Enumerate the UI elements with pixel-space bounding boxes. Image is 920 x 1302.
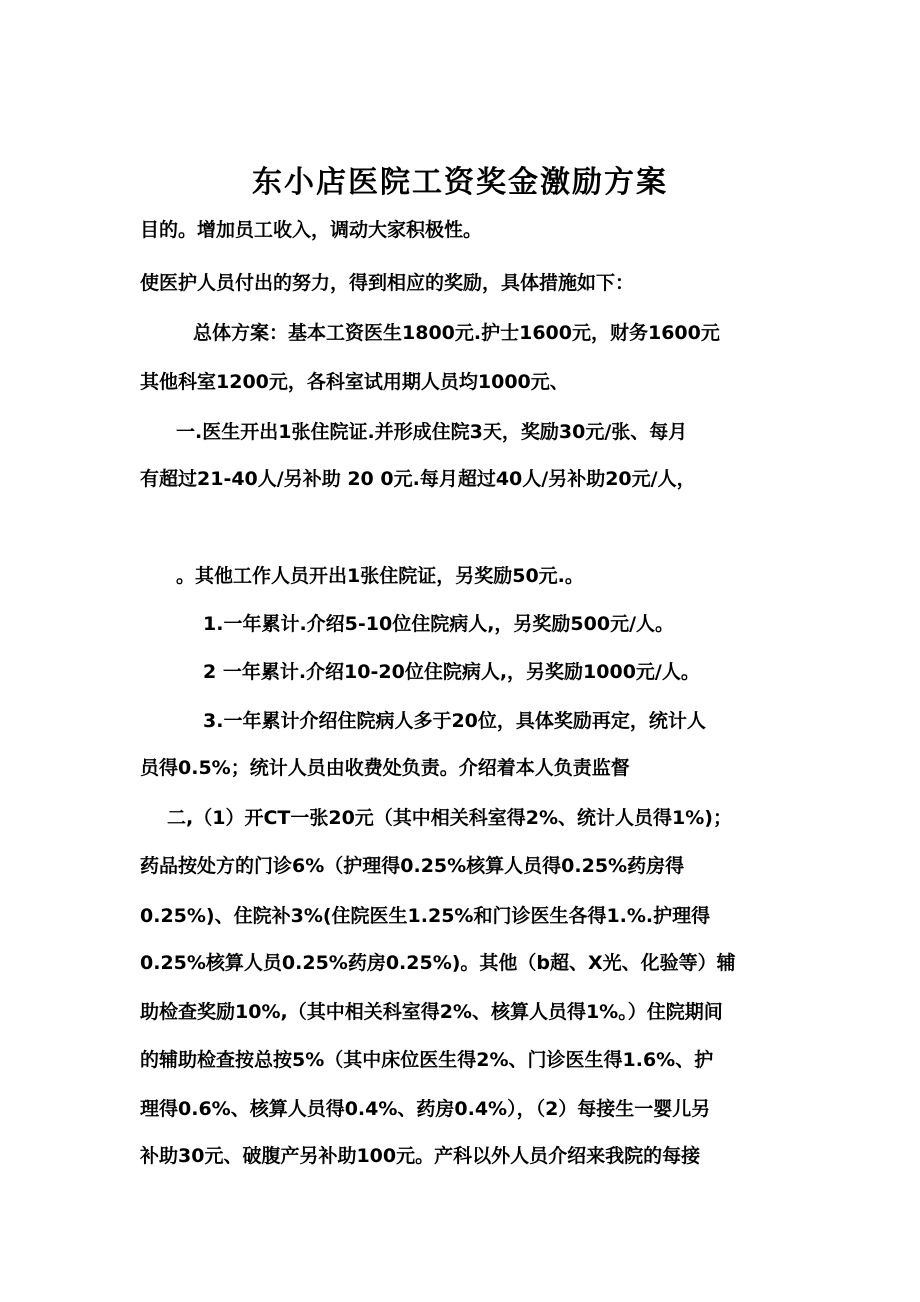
section-one-line-2: 有超过21-40人/另补助 20 0元.每月超过40人/另补助20元/人， xyxy=(140,468,696,490)
list-item-3: 3.一年累计介绍住院病人多于20位，具体奖励再定，统计人 xyxy=(203,710,706,732)
list-item-1: 1.一年累计.介绍5-10位住院病人,，另奖励500元/人。 xyxy=(203,613,675,635)
list-item-3-cont: 员得0.5%；统计人员由收费处负责。介绍着本人负责监督 xyxy=(140,757,630,779)
section-two-line-5: 助检查奖励10%,（其中相关科室得2%、核算人员得1%。）住院期间 xyxy=(140,1001,723,1023)
section-two-line-7: 理得0.6%、核算人员得0.4%、药房0.4%），（2）每接生一婴儿另 xyxy=(140,1098,711,1120)
overall-plan-line-2: 其他科室1200元，各科室试用期人员均1000元、 xyxy=(140,371,569,393)
section-one-line: 一.医生开出1张住院证.并形成住院3天，奖励30元/张、每月 xyxy=(176,421,688,443)
section-two-line-8: 补助30元、破腹产另补助100元。产科以外人员介绍来我院的每接 xyxy=(140,1145,701,1167)
section-two-line-4: 0.25%核算人员0.25%药房0.25%)。其他（b超、X光、化验等）辅 xyxy=(140,952,736,974)
overall-plan-line: 总体方案：基本工资医生1800元.护士1600元，财务1600元 xyxy=(193,322,720,344)
section-two-line-2: 药品按处方的门诊6%（护理得0.25%核算人员得0.25%药房得 xyxy=(140,855,685,877)
section-two-line-6: 的辅助检查按总按5%（其中床位医生得2%、门诊医生得1.6%、护 xyxy=(140,1049,714,1071)
purpose-line: 目的。增加员工收入，调动大家积极性。 xyxy=(140,219,483,241)
document-title: 东小店医院工资奖金激励方案 xyxy=(252,165,668,200)
list-item-2: 2 一年累计.介绍10-20位住院病人,，另奖励1000元/人。 xyxy=(203,661,700,683)
section-two-line-3: 0.25%)、住院补3%(住院医生1.25%和门诊医生各得1.%.护理得 xyxy=(140,905,711,927)
other-staff-line: 。其他工作人员开出1张住院证，另奖励50元.。 xyxy=(176,565,584,587)
section-two-line: 二,（1）开CT一张20元（其中相关科室得2%、统计人员得1%)； xyxy=(167,807,732,829)
intro-line: 使医护人员付出的努力，得到相应的奖励，具体措施如下： xyxy=(140,272,635,294)
